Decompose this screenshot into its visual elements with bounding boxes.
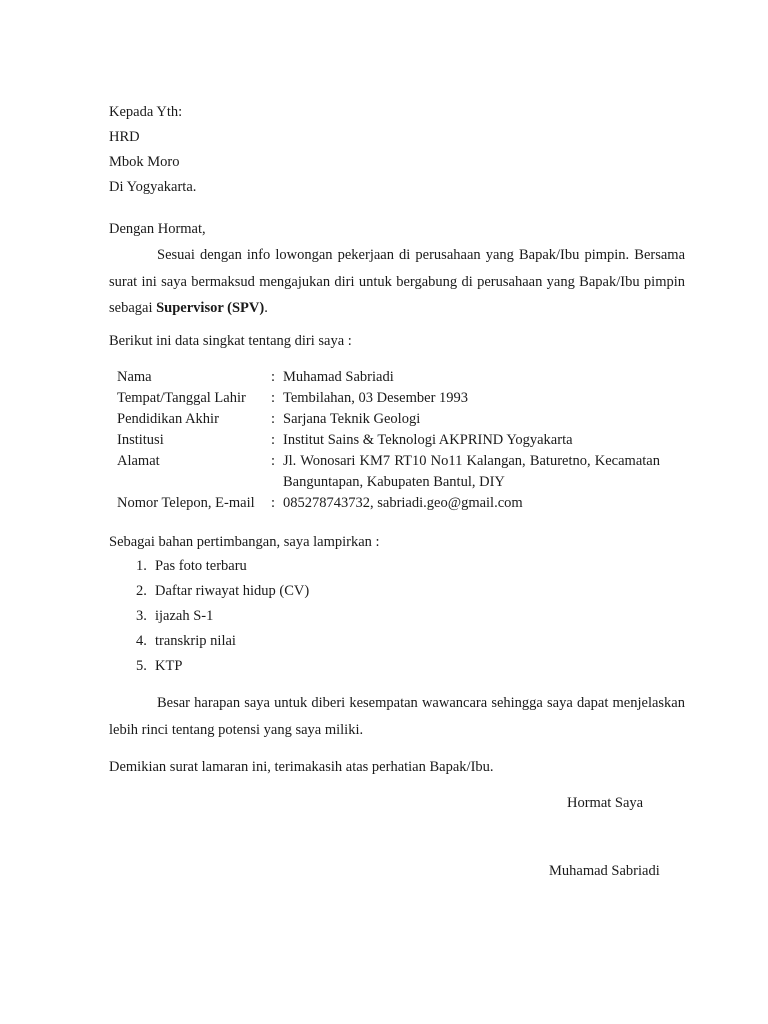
- table-row-contact: [117, 493, 687, 514]
- list-text: Daftar riwayat hidup (CV): [155, 583, 310, 599]
- table-row-education: [117, 409, 687, 430]
- name-label: Nama: [117, 369, 152, 385]
- colon: :: [271, 411, 276, 427]
- recipient-line-3: Mbok Moro: [109, 154, 180, 170]
- intro-text-after: .: [264, 300, 268, 316]
- list-text: transkrip nilai: [155, 633, 236, 649]
- recipient-line-1: Kepada Yth:: [109, 104, 183, 120]
- table-row-institution: [117, 430, 687, 451]
- greeting: Dengan Hormat,: [109, 221, 206, 237]
- table-row-name: [117, 367, 687, 388]
- list-item: [136, 557, 247, 575]
- attachments-intro: Sebagai bahan pertimbangan, saya lampirkan :: [109, 534, 380, 550]
- list-text: ijazah S-1: [155, 608, 214, 624]
- recipient-line-4: Di Yogyakarta.: [109, 179, 197, 195]
- colon: :: [271, 369, 276, 385]
- list-item: [136, 582, 309, 600]
- education-value: Sarjana Teknik Geologi: [283, 411, 421, 427]
- list-item: [136, 607, 213, 625]
- data-intro: Berikut ini data singkat tentang diri saya :: [109, 333, 352, 349]
- intro-text-before: Sesuai dengan info lowongan pekerjaan di perusahaan yang Bapak/Ibu pimpin. Bersama surat ini saya bermaksud mengajukan diri untuk bergabung di perusahaan yang Bapak/Ibu pimpin sebagai: [109, 247, 685, 316]
- closing-line: Demikian surat lamaran ini, terimakasih atas perhatian Bapak/Ibu.: [109, 759, 494, 775]
- address-label: Alamat: [117, 453, 160, 469]
- table-row-address: [117, 451, 687, 493]
- list-number: 2.: [136, 583, 147, 599]
- intro-paragraph: [109, 242, 685, 322]
- list-number: 5.: [136, 658, 147, 674]
- list-item: [136, 632, 236, 650]
- list-text: Pas foto terbaru: [155, 558, 247, 574]
- contact-label: Nomor Telepon, E-mail: [117, 495, 255, 511]
- colon: :: [271, 390, 276, 406]
- colon: :: [271, 432, 276, 448]
- table-row-birth: [117, 388, 687, 409]
- name-value: Muhamad Sabriadi: [283, 369, 394, 385]
- signature-salutation: Hormat Saya: [567, 795, 644, 811]
- intro-position: Supervisor (SPV): [156, 300, 265, 316]
- signature-name: Muhamad Sabriadi: [549, 863, 660, 879]
- colon: :: [271, 495, 276, 511]
- list-number: 1.: [136, 558, 147, 574]
- birth-value: Tembilahan, 03 Desember 1993: [283, 390, 469, 406]
- list-number: 3.: [136, 608, 147, 624]
- list-text: KTP: [155, 658, 183, 674]
- hope-paragraph: Besar harapan saya untuk diberi kesempatan wawancara sehingga saya dapat menjelaskan lebih rinci tentang potensi yang saya miliki.: [109, 695, 685, 738]
- education-label: Pendidikan Akhir: [117, 411, 219, 427]
- address-value: Jl. Wonosari KM7 RT10 No11 Kalangan, Baturetno, Kecamatan Banguntapan, Kabupaten Bantul, DIY: [283, 453, 660, 490]
- institution-label: Institusi: [117, 432, 164, 448]
- list-number: 4.: [136, 633, 147, 649]
- institution-value: Institut Sains & Teknologi AKPRIND Yogyakarta: [283, 432, 573, 448]
- list-item: [136, 657, 182, 675]
- recipient-line-2: HRD: [109, 129, 140, 145]
- birth-label: Tempat/Tanggal Lahir: [117, 390, 246, 406]
- colon: :: [271, 453, 276, 469]
- contact-value: 085278743732, sabriadi.geo@gmail.com: [283, 495, 523, 511]
